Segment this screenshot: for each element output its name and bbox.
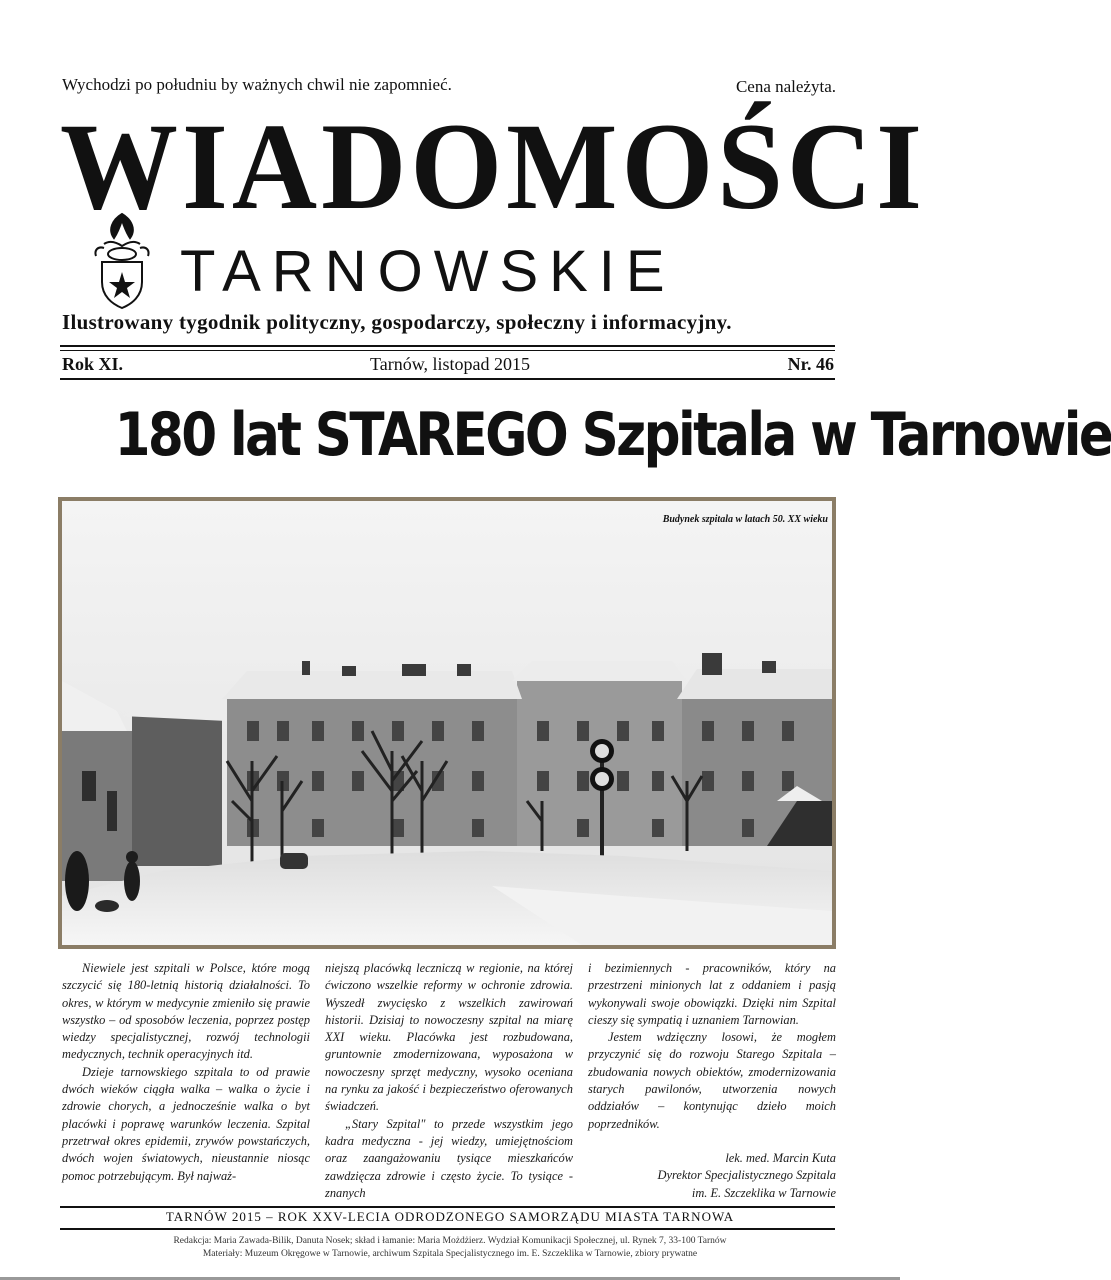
signature-institution: im. E. Szczeklika w Tarnowie xyxy=(691,1185,836,1200)
newspaper-subtitle: TARNOWSKIE xyxy=(180,239,676,304)
tarnow-coat-of-arms-icon xyxy=(90,210,154,310)
issue-year: Rok XI. xyxy=(62,354,124,374)
divider xyxy=(60,1206,835,1208)
footer-credits-editorial: Redakcja: Maria Zawada-Bilik, Danuta Nosek; skład i łamanie: Maria Możdżierz. Wydział Komunikacji Społecznej, ul. Rynek 7, 33-100 Tarnów xyxy=(173,1236,727,1246)
article-paragraph: i bezimiennych - pracowników, który na przestrzeni minionych lat z oddaniem i pasją wykonywali swoje obowiązki. Dzięki nim Szpital cieszy się sympatią i uznaniem Tarnowian. xyxy=(588,961,836,1027)
article-headline: 180 lat STAREGO Szpitala w Tarnowie xyxy=(114,400,1111,470)
newspaper-tagline: Ilustrowany tygodnik polityczny, gospodarczy, społeczny i informacyjny. xyxy=(62,310,732,334)
signature-role: Dyrektor Specjalistycznego Szpitala xyxy=(657,1168,836,1183)
divider xyxy=(60,350,835,351)
photo-caption: Budynek szpitala w latach 50. XX wieku xyxy=(662,514,828,525)
article-paragraph: Jestem wdzięczny losowi, że mogłem przyczynić się do rozwoju Starego Szpitala – zbudowania nowych obiektów, zmodernizowania starych pawilonów, utworzenia nowych oddziałów – kontynując dzieło moich poprzedników. xyxy=(588,1030,836,1131)
footer-credits-materials: Materiały: Muzeum Okręgowe w Tarnowie, archiwum Szpitala Specjalistycznego im. E. Szczeklika w Tarnowie, zbiory prywatne xyxy=(202,1249,698,1259)
issue-number: Nr. 46 xyxy=(787,354,834,374)
article-paragraph: niejszą placówką leczniczą w regionie, na której ćwiczono wszelkie reformy w ochronie zdrowia. Wyszedł zwycięsko z wszelkich zawirowań historii. Dzisiaj to nowoczesny szpital na miarę XXI wieku. Placówka jest rozbudowana, gruntownie zmodernizowana, wyposażona w nowoczesny sprzęt medyczny, wysoko oceniana na rynku za jakość i bezpieczeństwo oferowanych świadczeń. xyxy=(325,961,573,1114)
article-column-2 xyxy=(325,960,573,1202)
footer-banner: TARNÓW 2015 – ROK XXV-LECIA ODRODZONEGO SAMORZĄDU MIASTA TARNOWA xyxy=(165,1209,735,1224)
article-column-3 xyxy=(588,960,836,1202)
divider xyxy=(60,378,835,380)
issue-dateline: Tarnów, listopad 2015 xyxy=(369,354,531,374)
hospital-photo xyxy=(58,497,836,949)
masthead-motto: Wychodzi po południu by ważnych chwil nie zapomnieć. xyxy=(62,75,452,94)
masthead-price: Cena należyta. xyxy=(735,77,836,96)
divider xyxy=(60,345,835,347)
article-column-1 xyxy=(62,960,310,1185)
divider xyxy=(60,1228,835,1230)
article-paragraph: „Stary Szpital" to przede wszystkim jego kadra medyczna - jej wiedzy, umiejętnościom oraz zaangażowaniu tysiące mieszkańców zawdzięcza zdrowie i często życie. To tysiące - znanych xyxy=(325,1116,573,1200)
hospital-building-image xyxy=(62,501,832,945)
newspaper-title: WIADOMOŚCI xyxy=(60,97,927,236)
article-paragraph: Niewiele jest szpitali w Polsce, które mogą szczycić się 180-letnią historią działalności. To okres, w którym w medycynie zmieniło się prawie wszystko – od sposobów leczenia, poprzez postęp wiedzy specjalistycznej, rozwój technologii medycznych, technik operacyjnych itd. xyxy=(62,961,310,1062)
article-paragraph: Dzieje tarnowskiego szpitala to od prawie dwóch wieków ciągła walka – walka o życie i zdrowie chorych, a jednocześnie walka o byt placówki i poprawę warunków leczenia. Szpital przetrwał okres epidemii, zrywów powstańczych, dwóch wojen światowych, nieustannie niosąc pomoc potrzebującym. Był najważ- xyxy=(62,1064,310,1183)
signature-name: lek. med. Marcin Kuta xyxy=(725,1150,836,1165)
